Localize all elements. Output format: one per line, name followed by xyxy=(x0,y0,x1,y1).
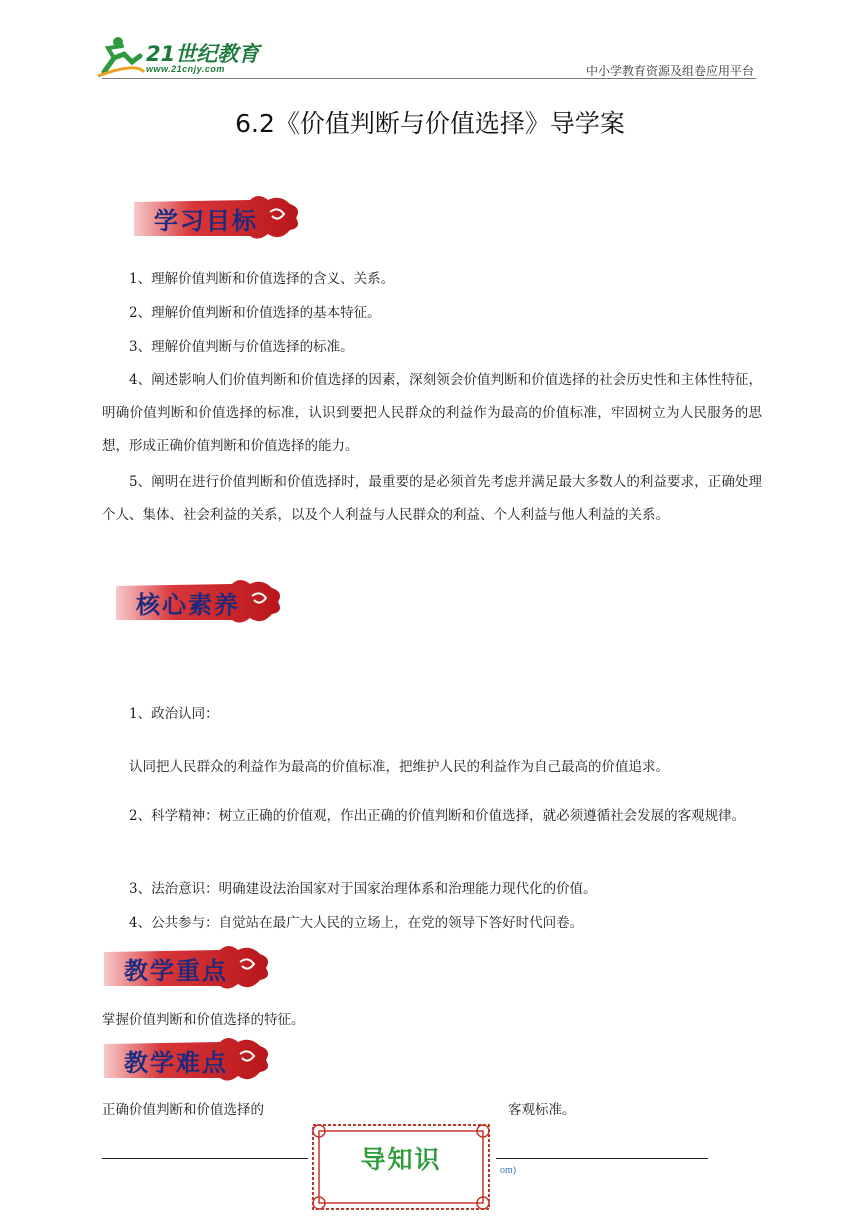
logo-text: 21世纪教育 xyxy=(146,42,260,66)
literacy-2: 2、科学精神：树立正确的价值观，作出正确的价值判断和价值选择，就必须遵循社会发展的客观规律。 xyxy=(129,808,746,824)
banner-literacy-label: 核心素养 xyxy=(136,591,240,619)
banner-difficulty xyxy=(100,1034,275,1086)
logo-url: www.21cnjy.com xyxy=(146,64,225,74)
objective-5: 5、阐明在进行价值判断和价值选择时，最重要的是必须首先考虑并满足最大多数人的利益要求，正确处理个人、集体、社会利益的关系，以及个人利益与人民群众的利益、个人利益与他人利益的关系。 xyxy=(102,474,762,523)
banner-key-point xyxy=(100,942,275,994)
header-divider xyxy=(102,78,756,79)
literacy-1-title: 1、政治认同： xyxy=(129,706,219,722)
banner-objectives-label: 学习目标 xyxy=(154,207,258,235)
difficulty-text-left: 正确价值判断和价值选择的 xyxy=(102,1102,264,1118)
key-point-text: 掌握价值判断和价值选择的特征。 xyxy=(102,1012,305,1028)
literacy-3: 3、法治意识：明确建设法治国家对于国家治理体系和治理能力现代化的价值。 xyxy=(129,881,597,897)
literacy-4: 4、公共参与：自觉站在最广大人民的立场上，在党的领导下答好时代问卷。 xyxy=(129,915,584,931)
literacy-1-text: 认同把人民群众的利益作为最高的价值标准，把维护人民的利益作为自己最高的价值追求。 xyxy=(129,759,669,775)
rule-left xyxy=(102,1158,308,1159)
knowledge-banner-label: 导知识 xyxy=(360,1145,442,1174)
platform-name: 中小学教育资源及组卷应用平台 xyxy=(585,64,754,78)
banner-objectives xyxy=(130,192,305,244)
objective-2: 2、理解价值判断和价值选择的基本特征。 xyxy=(129,305,381,321)
url-fragment: om) xyxy=(500,1165,517,1176)
difficulty-text-right: 客观标准。 xyxy=(508,1102,576,1118)
objective-4: 4、阐述影响人们价值判断和价值选择的因素，深刻领会价值判断和价值选择的社会历史性和主体性特征，明确价值判断和价值选择的标准，认识到要把人民群众的利益作为最高的价值标准，牢固树立为人民服务的思想，形成正确价值判断和价值选择的能力。 xyxy=(102,372,762,454)
objective-3: 3、理解价值判断与价值选择的标准。 xyxy=(129,339,354,355)
banner-difficulty-label: 教学难点 xyxy=(124,1049,228,1077)
rule-right xyxy=(496,1158,708,1159)
page-title: 6.2《价值判断与价值选择》导学案 xyxy=(235,109,625,138)
banner-key-point-label: 教学重点 xyxy=(124,957,228,985)
banner-literacy xyxy=(112,576,287,628)
objective-1: 1、理解价值判断和价值选择的含义、关系。 xyxy=(129,271,395,287)
